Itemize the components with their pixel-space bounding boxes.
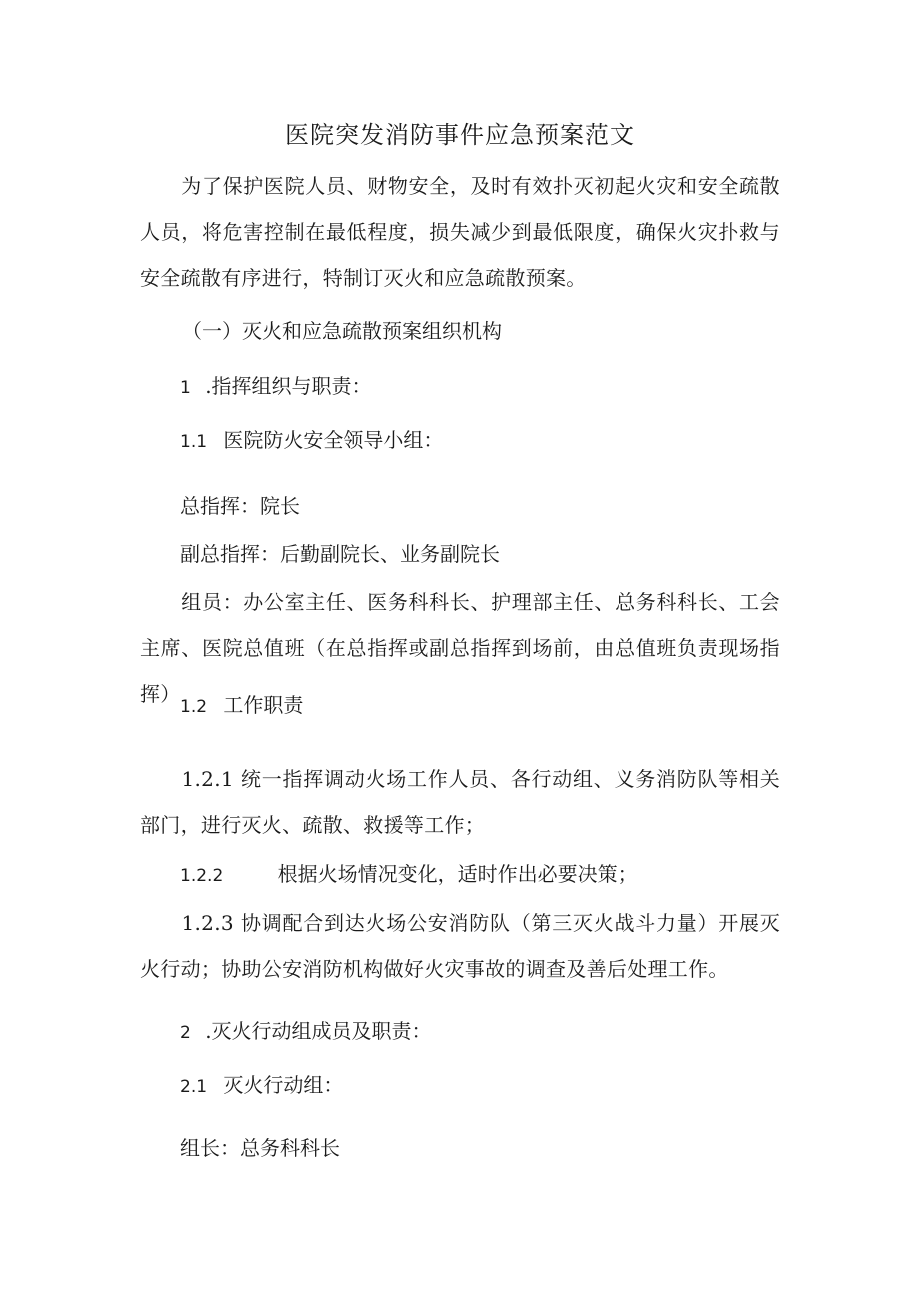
item-2-text: .灭火行动组成员及职责： — [205, 1019, 432, 1043]
document-title: 医院突发消防事件应急预案范文 — [285, 121, 635, 149]
section-heading: （一）灭火和应急疏散预案组织机构 — [182, 319, 502, 343]
item-1-2 — [180, 690, 303, 722]
intro-paragraph: 为了保护医院人员、财物安全，及时有效扑灭初起火灾和安全疏散人员，将危害控制在最低程度，损失减少到最低限度，确保火灾扑救与安全疏散有序进行，特制订灭火和应急疏散预案。 — [140, 174, 780, 290]
item-2-number: 2 — [180, 1023, 191, 1043]
item-1-2-text: 工作职责 — [223, 693, 304, 717]
item-1-2-3-paragraph: 1.2.3 协调配合到达火场公安消防队（第三灭火战斗力量）开展灭火行动；协助公安消防机构做好火灾事故的调查及善后处理工作。 — [140, 911, 780, 981]
item-1-1-text: 医院防火安全领导小组： — [223, 428, 444, 452]
item-1-2-number: 1.2 — [180, 697, 208, 717]
item-2-1-number: 2.1 — [180, 1077, 208, 1097]
item-2-1-text: 灭火行动组： — [223, 1073, 344, 1097]
item-1-2-2 — [180, 859, 638, 891]
item-1-1 — [180, 425, 443, 457]
item-1-2-2-number: 1.2.2 — [180, 866, 224, 886]
item-1-1-number: 1.1 — [180, 432, 208, 452]
commander-line: 总指挥：院长 — [180, 494, 300, 518]
item-1-2-2-text: 根据火场情况变化，适时作出必要决策； — [277, 862, 638, 886]
item-1-number: 1 — [180, 378, 191, 398]
item-2-1 — [180, 1070, 343, 1102]
members-paragraph: 组员：办公室主任、医务科科长、护理部主任、总务科科长、工会主席、医院总值班（在总指挥或副总指挥到场前，由总值班负责现场指挥） — [140, 590, 780, 706]
deputy-commander-line: 副总指挥：后勤副院长、业务副院长 — [180, 542, 500, 566]
item-1-2-1-paragraph: 1.2.1 统一指挥调动火场工作人员、各行动组、义务消防队等相关部门，进行灭火、疏散、救援等工作； — [140, 767, 780, 837]
item-1-text: .指挥组织与职责： — [205, 374, 372, 398]
group-leader-line: 组长：总务科科长 — [180, 1136, 340, 1160]
item-1 — [180, 371, 372, 403]
item-2 — [180, 1016, 432, 1048]
